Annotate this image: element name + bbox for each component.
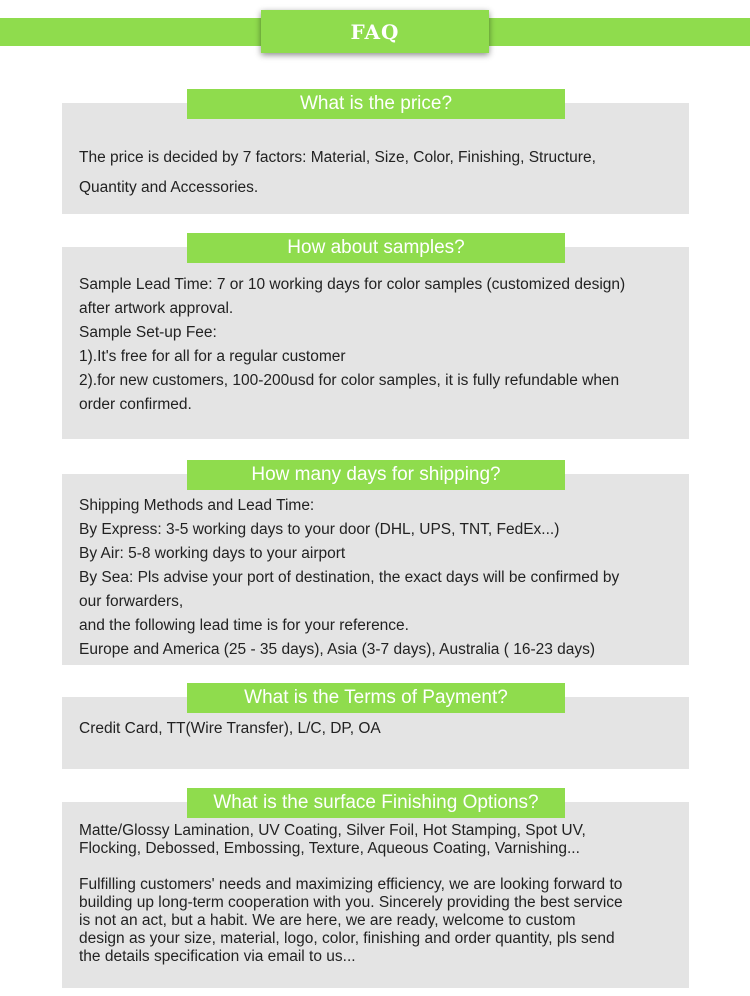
body-line: is not an act, but a habit. We are here, we are ready, welcome to custom [79, 912, 576, 929]
faq-section-price [62, 93, 689, 214]
section-body [79, 273, 675, 417]
faq-section-samples [62, 237, 689, 439]
body-line: 1).It's free for all for a regular customer [79, 348, 346, 365]
section-body [79, 717, 675, 741]
body-line: Shipping Methods and Lead Time: [79, 497, 315, 514]
section-heading: What is the surface Finishing Options? [187, 788, 565, 818]
faq-section-shipping [62, 464, 689, 665]
body-line: and the following lead time is for your reference. [79, 617, 409, 634]
body-line: By Air: 5-8 working days to your airport [79, 545, 346, 562]
section-body [79, 143, 675, 203]
body-line: 2).for new customers, 100-200usd for color samples, it is fully refundable when [79, 372, 620, 389]
faq-section-finishing [62, 792, 689, 988]
body-line: Sample Lead Time: 7 or 10 working days for color samples (customized design) [79, 276, 626, 293]
section-heading: How many days for shipping? [187, 460, 565, 490]
body-line: the details specification via email to us... [79, 948, 356, 965]
body-line: building up long-term cooperation with you. Sincerely providing the best service [79, 894, 623, 911]
section-heading: How about samples? [187, 233, 565, 263]
section-heading: What is the price? [187, 89, 565, 119]
body-line: Quantity and Accessories. [79, 179, 259, 196]
body-line: our forwarders, [79, 593, 184, 610]
body-line: Sample Set-up Fee: [79, 324, 217, 341]
body-line: Credit Card, TT(Wire Transfer), L/C, DP, OA [79, 720, 381, 737]
faq-banner-title: FAQ [261, 10, 489, 53]
body-line: Flocking, Debossed, Embossing, Texture, Aqueous Coating, Varnishing... [79, 840, 580, 857]
body-line: Matte/Glossy Lamination, UV Coating, Silver Foil, Hot Stamping, Spot UV, [79, 822, 586, 839]
body-line: By Express: 3-5 working days to your door (DHL, UPS, TNT, FedEx...) [79, 521, 560, 538]
body-line: The price is decided by 7 factors: Material, Size, Color, Finishing, Structure, [79, 149, 596, 166]
body-line: design as your size, material, logo, color, finishing and order quantity, pls send [79, 930, 615, 947]
body-line: Fulfilling customers' needs and maximizing efficiency, we are looking forward to [79, 876, 623, 893]
faq-section-payment [62, 687, 689, 769]
body-line: Europe and America (25 - 35 days), Asia (3-7 days), Australia ( 16-23 days) [79, 641, 596, 658]
section-body [79, 494, 675, 662]
body-line: order confirmed. [79, 396, 192, 413]
section-body [79, 822, 675, 966]
paragraph-gap [79, 858, 675, 876]
section-heading: What is the Terms of Payment? [187, 683, 565, 713]
body-line: after artwork approval. [79, 300, 234, 317]
body-line: By Sea: Pls advise your port of destination, the exact days will be confirmed by [79, 569, 620, 586]
